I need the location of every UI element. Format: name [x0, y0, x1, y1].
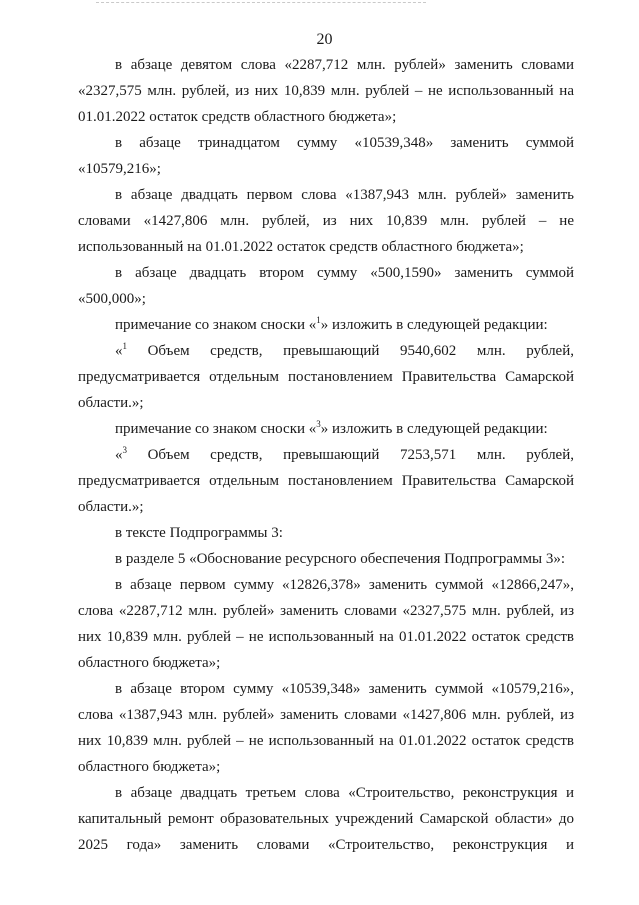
footnote-mark: 3 — [316, 419, 321, 429]
paragraph-footnote3-text — [78, 442, 574, 520]
paragraph-footnote1-text — [78, 338, 574, 416]
text-part: примечание со знаком сноски « — [115, 421, 317, 437]
text-part: Объем средств, превышающий 7253,571 млн. рублей, предусматривается отдельным постановлением Правительства Самарской области.»; — [78, 447, 574, 515]
paragraph-amend-second: в абзаце втором сумму «10539,348» заменить суммой «10579,216», слова «1387,943 млн. рублей» заменить словами «1427,806 млн. рублей, из них 10,839 млн. рублей – не использованный на 01.01.2022 остаток средств областного бюджета»; — [78, 681, 574, 775]
text-part: « — [115, 447, 123, 463]
footnote-mark: 1 — [122, 341, 127, 351]
page-number: 20 — [316, 31, 333, 48]
footnote-mark: 3 — [122, 445, 127, 455]
text-part: » изложить в следующей редакции: — [320, 317, 548, 333]
paragraph-amend-para9: в абзаце девятом слова «2287,712 млн. рублей» заменить словами «2327,575 млн. рублей, из них 10,839 млн. рублей – не использованный на 01.01.2022 остаток средств областного бюджета»; — [78, 57, 574, 125]
paragraph-footnote1-intro — [78, 312, 574, 338]
paragraph-amend-para21: в абзаце двадцать первом слова «1387,943 млн. рублей» заменить словами «1427,806 млн. рублей, из них 10,839 млн. рублей – не использованный на 01.01.2022 остаток средств областного бюджета»; — [78, 187, 574, 255]
document-body — [78, 52, 574, 858]
text-part: примечание со знаком сноски « — [115, 317, 317, 333]
paragraph-section5-heading: в разделе 5 «Обоснование ресурсного обеспечения Подпрограммы 3»: — [115, 551, 565, 567]
paragraph-amend-first: в абзаце первом сумму «12826,378» заменить суммой «12866,247», слова «2287,712 млн. рублей» заменить словами «2327,575 млн. рублей, из них 10,839 млн. рублей – не использованный на 01.01.2022 остаток средств областного бюджета»; — [78, 577, 574, 671]
scan-edge-line — [96, 2, 426, 3]
text-part: « — [115, 343, 123, 359]
paragraph-subprogram3-heading: в тексте Подпрограммы 3: — [115, 525, 283, 541]
paragraph-footnote3-intro — [78, 416, 574, 442]
text-part: Объем средств, превышающий 9540,602 млн. рублей, предусматривается отдельным постановлением Правительства Самарской области.»; — [78, 343, 574, 411]
paragraph-amend-para13: в абзаце тринадцатом сумму «10539,348» заменить суммой «10579,216»; — [78, 135, 574, 177]
paragraph-amend-para22: в абзаце двадцать втором сумму «500,1590» заменить суммой «500,000»; — [78, 265, 574, 307]
footnote-mark: 1 — [316, 315, 321, 325]
text-part: » изложить в следующей редакции: — [320, 421, 548, 437]
paragraph-amend-para23: в абзаце двадцать третьем слова «Строительство, реконструкция и капитальный ремонт образовательных учреждений Самарской области» до 2025 года» заменить словами «Строительство, реконструкция и — [78, 785, 574, 853]
